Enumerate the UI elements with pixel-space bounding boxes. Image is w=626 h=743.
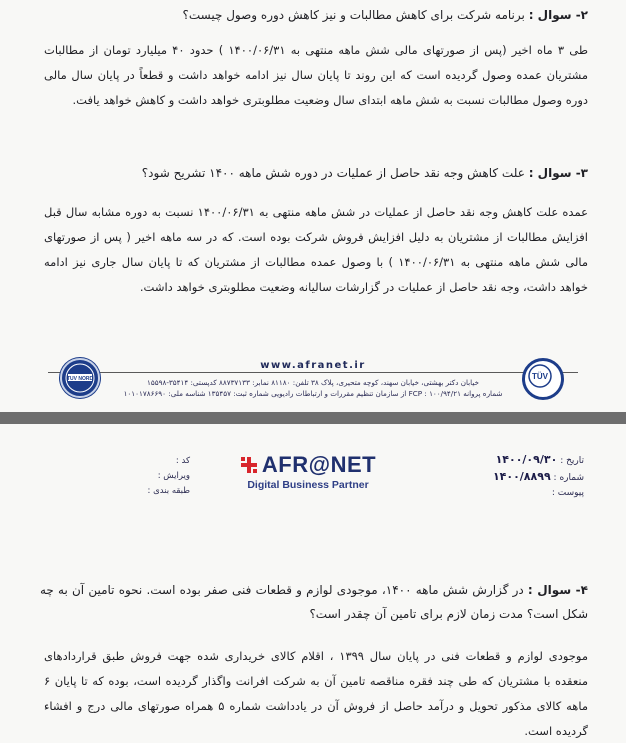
document-meta-right [464, 452, 584, 501]
question-4 [40, 578, 588, 626]
question-2 [40, 6, 588, 24]
seal-right-label: TÜV [532, 372, 548, 381]
date-label: تاریخ : [560, 456, 584, 466]
answer-2: طی ۳ ماه اخیر (پس از صورتهای مالی شش ماهه منتهی به ۱۴۰۰/۰۶/۳۱ ) حدود ۴۰ میلیارد تومان از مطالبات مشتریان عمده وصول گردیده است که این روند تا پایان سال نیز ادامه خواهد داشت و قطعاً در پایان سال مالی دوره وصول مطالبات نسبت به شش ماهه ابتدای سال وضعیت مطلوبتری خواهد داشت و کاهش خواهد یافت. [44, 43, 588, 107]
question-3 [40, 164, 588, 182]
footer-divider [48, 372, 578, 373]
question-2-label: ۲- سوال : [528, 8, 588, 22]
logo-subtitle: Digital Business Partner [247, 479, 369, 491]
question-2-text: برنامه شرکت برای کاهش مطالبات و نیز کاهش دوره وصول چیست؟ [182, 8, 525, 22]
number-value: ۱۴۰۰/۸۸۹۹ [492, 470, 551, 483]
date-value: ۱۴۰۰/۰۹/۳۰ [495, 453, 558, 466]
footer-address: خیابان دکتر بهشتی، خیابان سهند، کوچه متحیری، پلاک ۳۸ تلفن: ۸۱۱۸۰ نمابر: ۸۸۷۳۷۱۳۳ کدپستی: ۳۵۴۱۴-۱۵۵۹۸ [147, 378, 479, 387]
tuv-certified-seal-icon [522, 358, 564, 400]
document-meta-left [100, 454, 190, 499]
number-label: شماره : [553, 473, 584, 483]
edition-label: ویرایش : [157, 471, 190, 481]
answer-4: موجودی لوازم و قطعات فنی در پایان سال ۱۳۹۹ ، اقلام کالای خریداری شده جهت فروش طبق قراردادهای منعقده با مشتریان که طی چند فقره مناقصه تامین آن به شرکت افرانت واگذار گردیده است، بوده که تا پایان ۶ ماهه کالای مذکور تحویل و درآمد حاصل از فروش آن در یادداشت شماره ۵ همراه صورتهای مالی درج و افشاء گردیده است. [44, 649, 588, 738]
question-4-text: در گزارش شش ماهه ۱۴۰۰، موجودی لوازم و قطعات فنی صفر بوده است. نحوه تامین آن به چه شکل است؟ مدت زمان لازم برای تامین آن چقدر است؟ [40, 583, 588, 621]
footer-license: شماره پروانه FCP : ۱۰۰/۹۴/۲۱ از سازمان تنظیم مقررات و ارتباطات رادیویی شماره ثبت: ۱۳۵۴۵۷ شناسه ملی: ۱۰۱۰۱۷۸۶۶۹۰ [123, 389, 503, 398]
logo-text: AFR@NET [261, 452, 377, 477]
question-3-label: ۳- سوال : [528, 166, 588, 180]
question-3-text: علت کاهش وجه نقد حاصل از عملیات در دوره شش ماهه ۱۴۰۰ تشریح شود؟ [141, 166, 525, 180]
afranet-logo [228, 452, 388, 491]
document-page-2 [0, 424, 626, 743]
footer-website: www.afranet.ir [260, 360, 366, 371]
classification-label: طبقه بندی : [147, 486, 190, 496]
code-label: کد : [175, 456, 190, 466]
number-row [464, 469, 584, 486]
seal-left-label: TUV NORD [66, 376, 94, 382]
afranet-plus-icon [240, 456, 258, 474]
attachment-label: پیوست : [551, 488, 584, 498]
footer-address-block [112, 377, 514, 399]
question-4-label: ۴- سوال : [527, 583, 588, 597]
date-row [464, 452, 584, 469]
tuv-nord-seal-icon [60, 358, 100, 398]
answer-3: عمده علت کاهش وجه نقد حاصل از عملیات در شش ماهه منتهی به ۱۴۰۰/۰۶/۳۱ نسبت به دوره مشابه سال قبل افزایش مطالبات از مشتریان به دلیل افزایش فروش شرکت بوده است. که در سه ماهه اخیر ( پس از صورتهای مالی شش ماهه منتهی به ۱۴۰۰/۰۶/۳۱ ) با وصول عمده مطالبات از مشتریان که تا پایان سال جاری نیز ادامه خواهد داشت، وجه نقد حاصل از عملیات در گزارشات سالیانه وضعیت مطلوبتری خواهد داشت. [44, 205, 588, 294]
